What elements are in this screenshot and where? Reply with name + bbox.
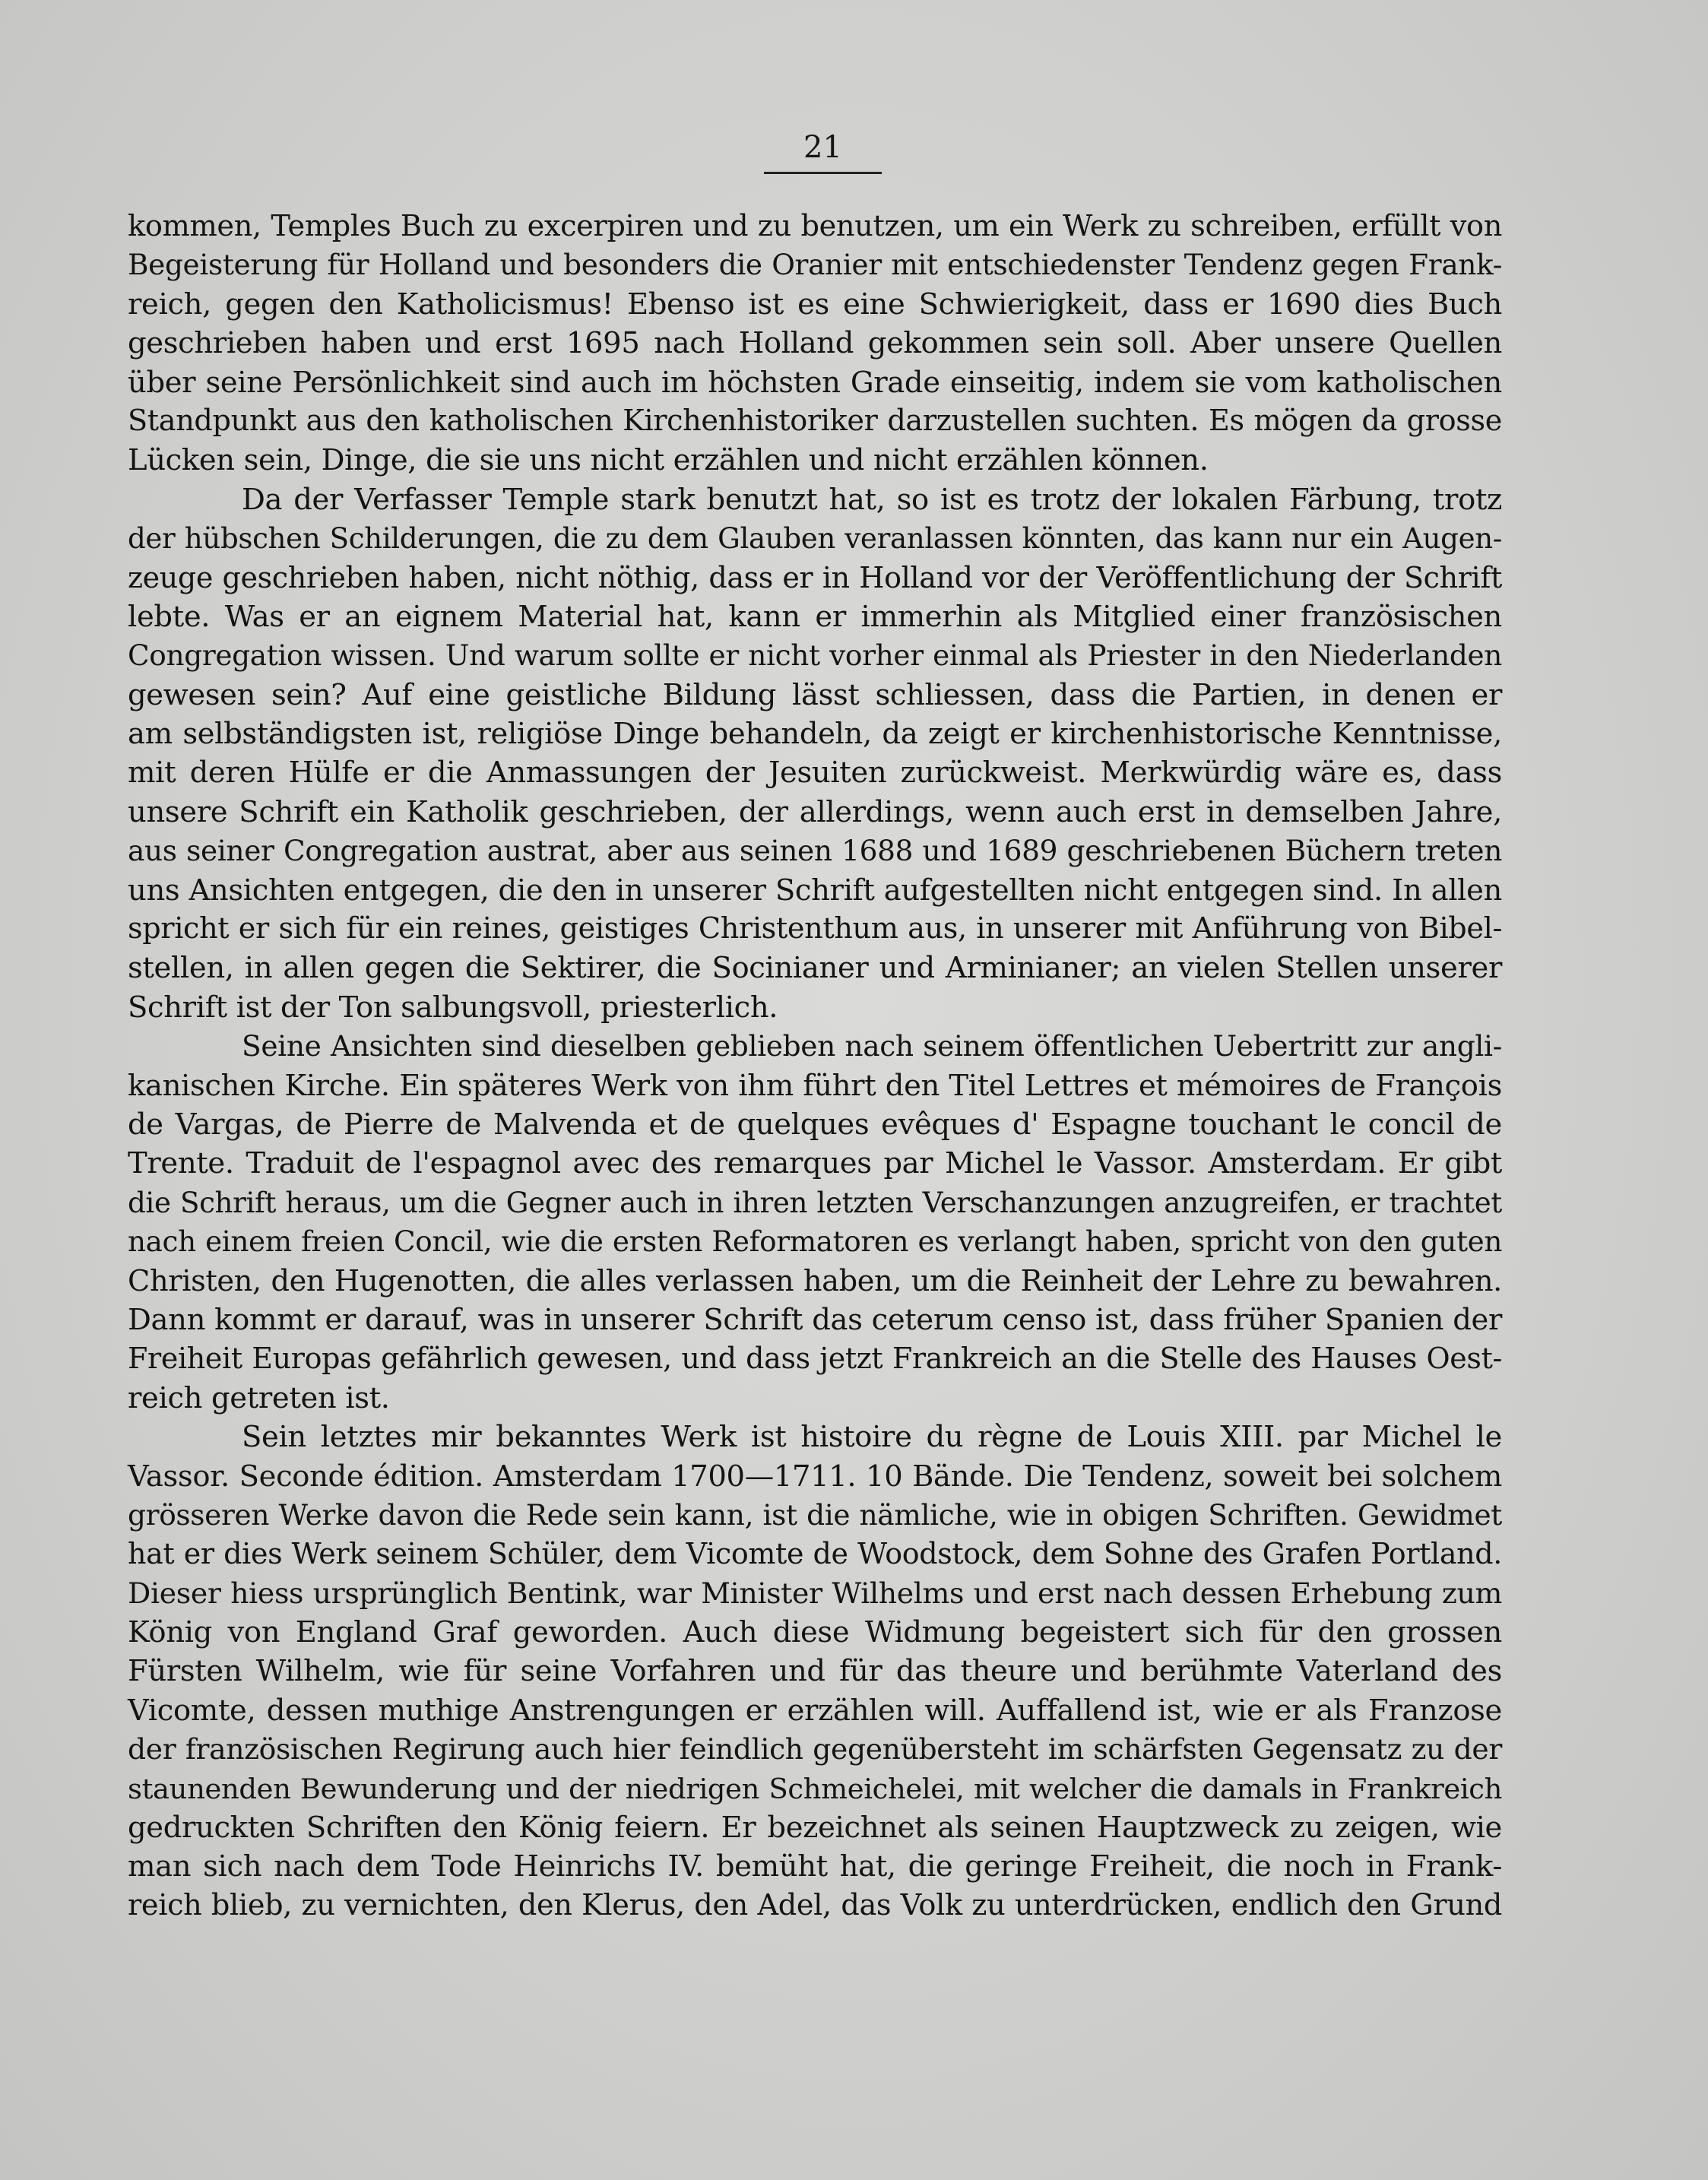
- text-line: Da der Verfasser Temple stark benutzt hat, so ist es trotz der lokalen Färbung, trotz: [242, 482, 1502, 517]
- text-line: Fürsten Wilhelm, wie für seine Vorfahren und für das theure und berühmte Vaterland des: [128, 1654, 1502, 1689]
- text-line: Begeisterung für Holland und besonders die Oranier mit entschiedenster Tendenz gegen Frank-: [128, 248, 1502, 282]
- text-line: Dann kommt er darauf, was in unserer Schrift das ceterum censo ist, dass früher Spanien der: [128, 1302, 1502, 1337]
- text-line: man sich nach dem Tode Heinrichs IV. bemüht hat, die geringe Freiheit, die noch in Frank-: [128, 1849, 1502, 1884]
- text-line: reich, gegen den Katholicismus! Ebenso ist es eine Schwierigkeit, dass er 1690 dies Buch: [128, 287, 1502, 322]
- text-line: geschrieben haben und erst 1695 nach Holland gekommen sein soll. Aber unsere Quellen: [128, 326, 1502, 361]
- text-line: Dieser hiess ursprünglich Bentink, war Minister Wilhelms und erst nach dessen Erhebung zum: [128, 1576, 1502, 1610]
- text-line: Seine Ansichten sind dieselben geblieben nach seinem öffentlichen Uebertritt zur angli-: [242, 1029, 1502, 1063]
- text-line: Christen, den Hugenotten, die alles verlassen haben, um die Reinheit der Lehre zu bewahren.: [128, 1263, 1502, 1298]
- text-line: staunenden Bewunderung und der niedrigen Schmeichelei, mit welcher die damals in Frankreich: [128, 1772, 1502, 1805]
- text-line: uns Ansichten entgegen, die den in unserer Schrift aufgestellten nicht entgegen sind. In allen: [128, 873, 1502, 908]
- text-line: reich blieb, zu vernichten, den Klerus, den Adel, das Volk zu unterdrücken, endlich den Grund: [128, 1888, 1502, 1922]
- page-number: 21: [764, 128, 882, 174]
- text-line: Vicomte, dessen muthige Anstrengungen er erzählen will. Auffallend ist, wie er als Franzose: [128, 1693, 1502, 1728]
- text-line: der französischen Regirung auch hier feindlich gegenübersteht im schärfsten Gegensatz zu der: [128, 1732, 1502, 1766]
- text-line: Standpunkt aus den katholischen Kirchenhistoriker darzustellen suchten. Es mögen da grosse: [128, 404, 1502, 438]
- text-line: König von England Graf geworden. Auch diese Widmung begeistert sich für den grossen: [128, 1615, 1502, 1650]
- text-line: Trente. Traduit de l'espagnol avec des remarques par Michel le Vassor. Amsterdam. Er gibt: [128, 1146, 1502, 1181]
- text-line: lebte. Was er an eignem Material hat, kann er immerhin als Mitglied einer französischen: [128, 599, 1502, 634]
- text-line: spricht er sich für ein reines, geistiges Christenthum aus, in unserer mit Anführung von Bibel-: [128, 912, 1502, 946]
- text-line: aus seiner Congregation austrat, aber aus seinen 1688 und 1689 geschriebenen Büchern treten: [128, 834, 1502, 868]
- text-line: der hübschen Schilderungen, die zu dem Glauben veranlassen könnten, das kann nur ein Augen-: [128, 522, 1502, 556]
- text-line: Lücken sein, Dinge, die sie uns nicht erzählen und nicht erzählen können.: [128, 443, 1209, 478]
- text-line: die Schrift heraus, um die Gegner auch in ihren letzten Verschanzungen anzugreifen, er trachtet: [128, 1185, 1502, 1219]
- text-line: Congregation wissen. Und warum sollte er nicht vorher einmal als Priester in den Niederlanden: [128, 638, 1502, 673]
- text-line: kanischen Kirche. Ein späteres Werk von ihm führt den Titel Lettres et mémoires de François: [128, 1068, 1502, 1103]
- text-line: am selbständigsten ist, religiöse Dinge behandeln, da zeigt er kirchenhistorische Kenntnisse,: [128, 717, 1502, 752]
- text-line: mit deren Hülfe er die Anmassungen der Jesuiten zurückweist. Merkwürdig wäre es, dass: [128, 756, 1502, 791]
- text-line: zeuge geschrieben haben, nicht nöthig, dass er in Holland vor der Veröffentlichung der Schrift: [128, 560, 1502, 594]
- text-line: gedruckten Schriften den König feiern. Er bezeichnet als seinen Hauptzweck zu zeigen, wie: [128, 1811, 1502, 1846]
- text-line: Sein letztes mir bekanntes Werk ist histoire du règne de Louis XIII. par Michel le: [242, 1420, 1502, 1455]
- text-line: unsere Schrift ein Katholik geschrieben, der allerdings, wenn auch erst in demselben Jahre,: [128, 794, 1502, 829]
- text-line: hat er dies Werk seinem Schüler, dem Vicomte de Woodstock, dem Sohne des Grafen Portland.: [128, 1537, 1502, 1571]
- text-line: nach einem freien Concil, wie die ersten Reformatoren es verlangt haben, spricht von den guten: [128, 1225, 1502, 1259]
- text-line: reich getreten ist.: [128, 1380, 390, 1415]
- body-text: [128, 207, 1502, 1925]
- text-line: stellen, in allen gegen die Sektirer, die Socinianer und Arminianer; an vielen Stellen unserer: [128, 951, 1502, 986]
- text-line: gewesen sein? Auf eine geistliche Bildung lässt schliessen, dass die Partien, in denen er: [128, 677, 1502, 712]
- text-line: grösseren Werke davon die Rede sein kann, ist die nämliche, wie in obigen Schriften. Gewidmet: [128, 1497, 1502, 1532]
- text-line: über seine Persönlichkeit sind auch im höchsten Grade einseitig, indem sie vom katholischen: [128, 365, 1502, 400]
- text-line: de Vargas, de Pierre de Malvenda et de quelques evêques d' Espagne touchant le concil de: [128, 1107, 1502, 1142]
- text-line: Schrift ist der Ton salbungsvoll, priesterlich.: [128, 990, 778, 1025]
- text-line: Vassor. Seconde édition. Amsterdam 1700—1711. 10 Bände. Die Tendenz, soweit bei solchem: [128, 1459, 1502, 1494]
- text-line: kommen, Temples Buch zu excerpiren und zu benutzen, um ein Werk zu schreiben, erfüllt von: [128, 209, 1502, 243]
- text-line: Freiheit Europas gefährlich gewesen, und dass jetzt Frankreich an die Stelle des Hauses Oest-: [128, 1342, 1502, 1376]
